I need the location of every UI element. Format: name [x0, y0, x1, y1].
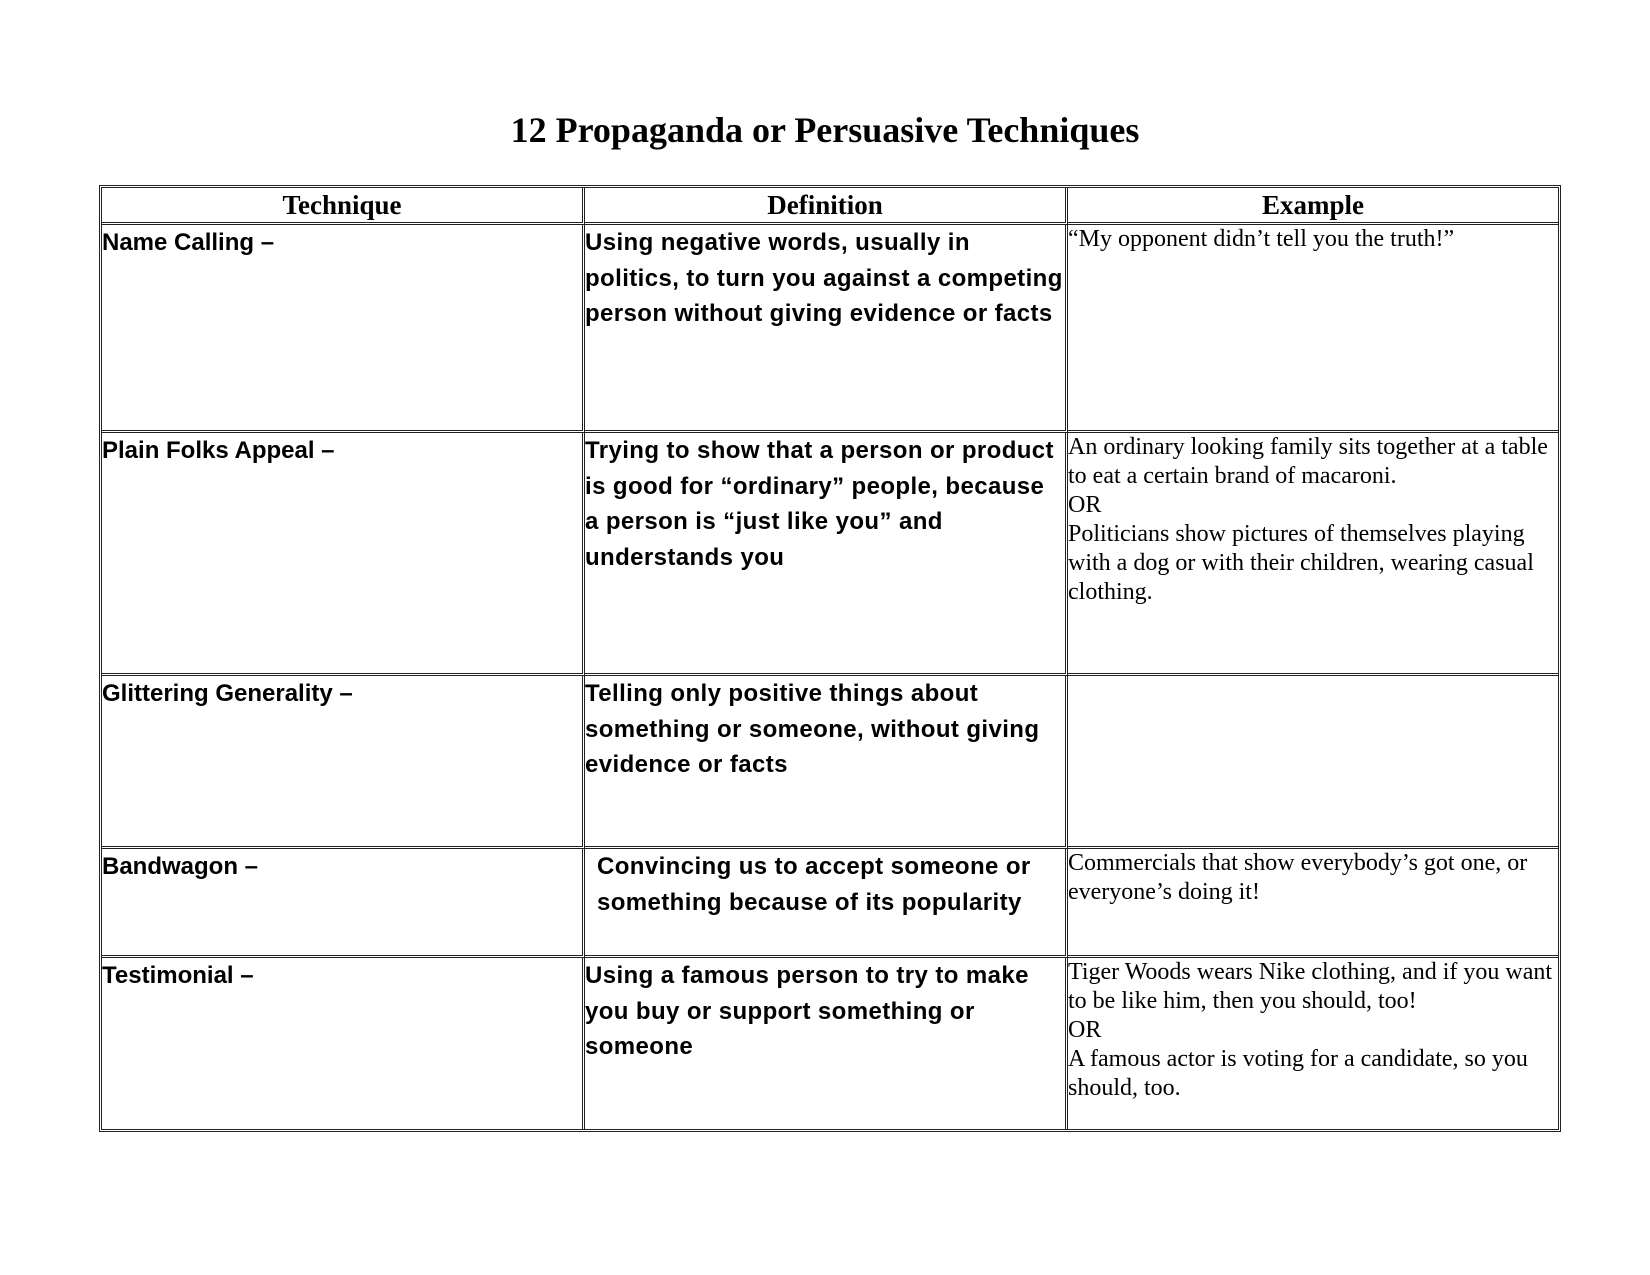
table-row: [102, 676, 1558, 849]
example-cell: [1068, 849, 1558, 958]
table-row: [102, 433, 1558, 676]
example-cell: [1068, 225, 1558, 433]
header-technique: Technique: [102, 188, 585, 225]
definition-cell: Trying to show that a person or product is good for “ordinary” people, because a person is “just like you” and understands you: [585, 433, 1068, 676]
table-row: [102, 225, 1558, 433]
table-header-row: [102, 188, 1558, 225]
page-title: 12 Propaganda or Persuasive Techniques: [510, 110, 1140, 150]
table-row: [102, 849, 1558, 958]
technique-cell: Glittering Generality –: [102, 676, 585, 849]
example-line: An ordinary looking family sits together at a table to eat a certain brand of macaroni.: [1068, 434, 1548, 489]
example-line: Politicians show pictures of themselves playing with a dog or with their children, wearing casual clothing.: [1068, 521, 1534, 605]
technique-cell: Plain Folks Appeal –: [102, 433, 585, 676]
technique-cell: Testimonial –: [102, 958, 585, 1129]
example-line: “My opponent didn’t tell you the truth!”: [1068, 226, 1455, 252]
techniques-table: [99, 185, 1561, 1132]
definition-cell: Telling only positive things about something or someone, without giving evidence or facts: [585, 676, 1068, 849]
example-line: Commercials that show everybody’s got one, or everyone’s doing it!: [1068, 850, 1528, 905]
header-definition: Definition: [585, 188, 1068, 225]
definition-cell: Convincing us to accept someone or something because of its popularity: [585, 849, 1068, 958]
definition-cell: Using a famous person to try to make you buy or support something or someone: [585, 958, 1068, 1129]
example-cell: [1068, 958, 1558, 1129]
example-cell: [1068, 676, 1558, 849]
example-line: A famous actor is voting for a candidate, so you should, too.: [1068, 1046, 1528, 1101]
table-row: [102, 958, 1558, 1129]
example-cell: [1068, 433, 1558, 676]
technique-cell: Bandwagon –: [102, 849, 585, 958]
example-line: OR: [1068, 492, 1102, 518]
definition-cell: Using negative words, usually in politics, to turn you against a competing person without giving evidence or facts: [585, 225, 1068, 433]
example-line: Tiger Woods wears Nike clothing, and if you want to be like him, then you should, too!: [1068, 959, 1553, 1014]
technique-cell: Name Calling –: [102, 225, 585, 433]
example-line: OR: [1068, 1017, 1102, 1043]
header-example: Example: [1068, 188, 1558, 225]
